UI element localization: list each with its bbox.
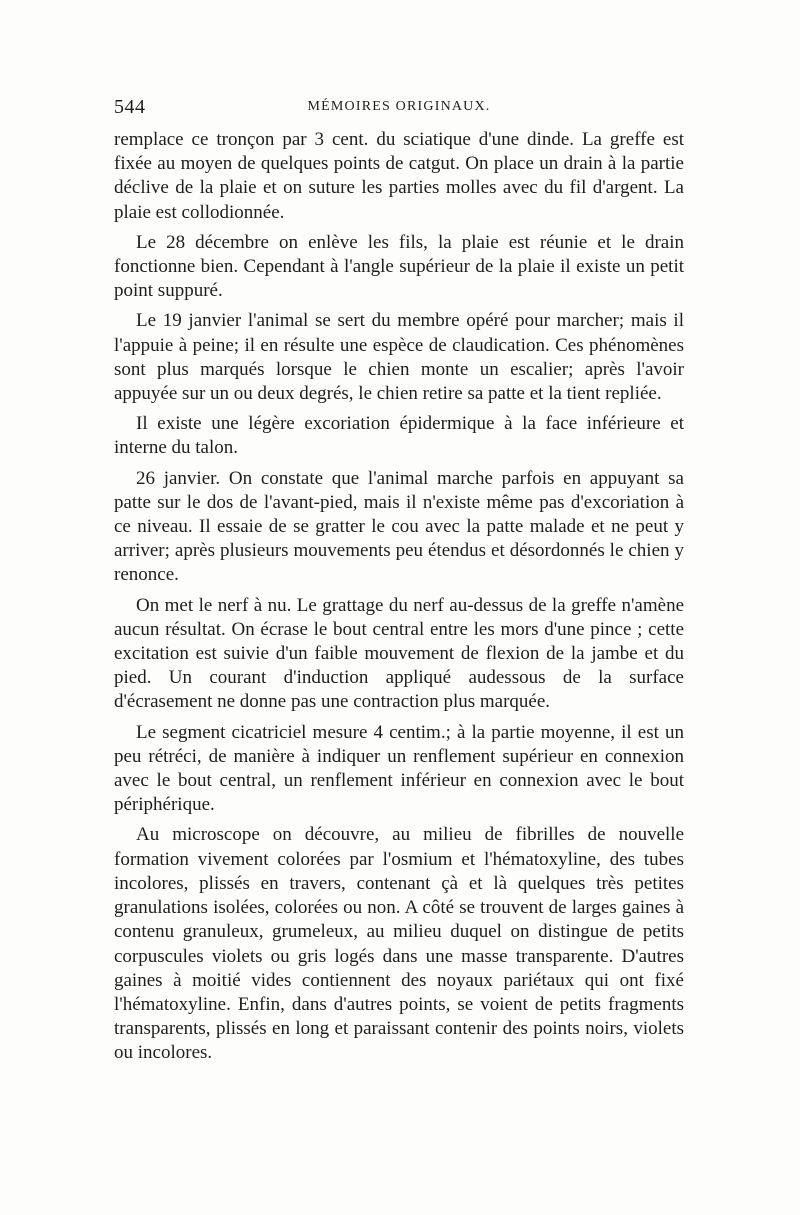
paragraph-segment-cicatriciel: Le segment cicatriciel mesure 4 centim.; à la partie moyenne, il est un peu rétréci, de manière à indiquer un renflement supérieur en connexion avec le bout central, un renflement inférieur en connexion avec le bout périphérique. — [114, 721, 684, 816]
paragraph-microscope: Au microscope on découvre, au milieu de fibrilles de nouvelle formation vivement colorées par l'osmium et l'hématoxyline, des tubes incolores, plissés en travers, contenant çà et là quelques très petites granulations isolées, colorées ou non. A côté se trouvent de larges gaines à contenu granuleux, grumeleux, au milieu duquel on distingue de petits corpuscules violets ou gris logés dans une masse transparente. D'autres gaines à moitié vides contiennent des noyaux pariétaux qui ont fixé l'hématoxyline. Enfin, dans d'autres points, se voient de petits fragments transparents, plissés en long et paraissant contenir des points noirs, violets ou incolores. — [114, 824, 684, 1064]
paragraph-continuation: remplace ce tronçon par 3 cent. du sciatique d'une dinde. La greffe est fixée au moyen de quelques points de catgut. On place un drain à la partie déclive de la plaie et on suture les parties molles avec du fil d'argent. La plaie est collodionnée. — [114, 129, 684, 223]
paragraph-19-janvier: Le 19 janvier l'animal se sert du membre opéré pour marcher; mais il l'appuie à peine; il en résulte une espèce de claudication. Ces phénomènes sont plus marqués lorsque le chien monte un escalier; après l'avoir appuyée sur un ou deux degrés, le chien retire sa patte et la tient repliée. — [114, 310, 684, 405]
paragraph-nerf-a-nu: On met le nerf à nu. Le grattage du nerf au-dessus de la greffe n'amène aucun résultat. On écrase le bout central entre les mors d'une pince ; cette excitation est suivie d'un faible mouvement de flexion de la jambe et du pied. Un courant d'induction appliqué audessous de la surface d'écrasement ne donne pas une contraction plus marquée. — [114, 594, 684, 713]
paragraph-excoriation: Il existe une légère excoriation épidermique à la face inférieure et interne du talon. — [114, 413, 684, 459]
page-header — [114, 96, 684, 122]
paragraph-26-janvier: 26 janvier. On constate que l'animal marche parfois en appuyant sa patte sur le dos de l'avant-pied, mais il n'existe même pas d'excoriation à ce niveau. Il essaie de se gratter le cou avec la patte malade et ne peut y arriver; après plusieurs mouvements peu étendus et désordonnés le chien y renonce. — [114, 467, 684, 586]
running-title: MÉMOIRES ORIGINAUX. — [307, 99, 491, 114]
body-text — [114, 128, 684, 1072]
paragraph-28-decembre: Le 28 décembre on enlève les fils, la plaie est réunie et le drain fonctionne bien. Cependant à l'angle supérieur de la plaie il existe un petit point suppuré. — [114, 231, 684, 302]
page-number: 544 — [114, 96, 146, 118]
